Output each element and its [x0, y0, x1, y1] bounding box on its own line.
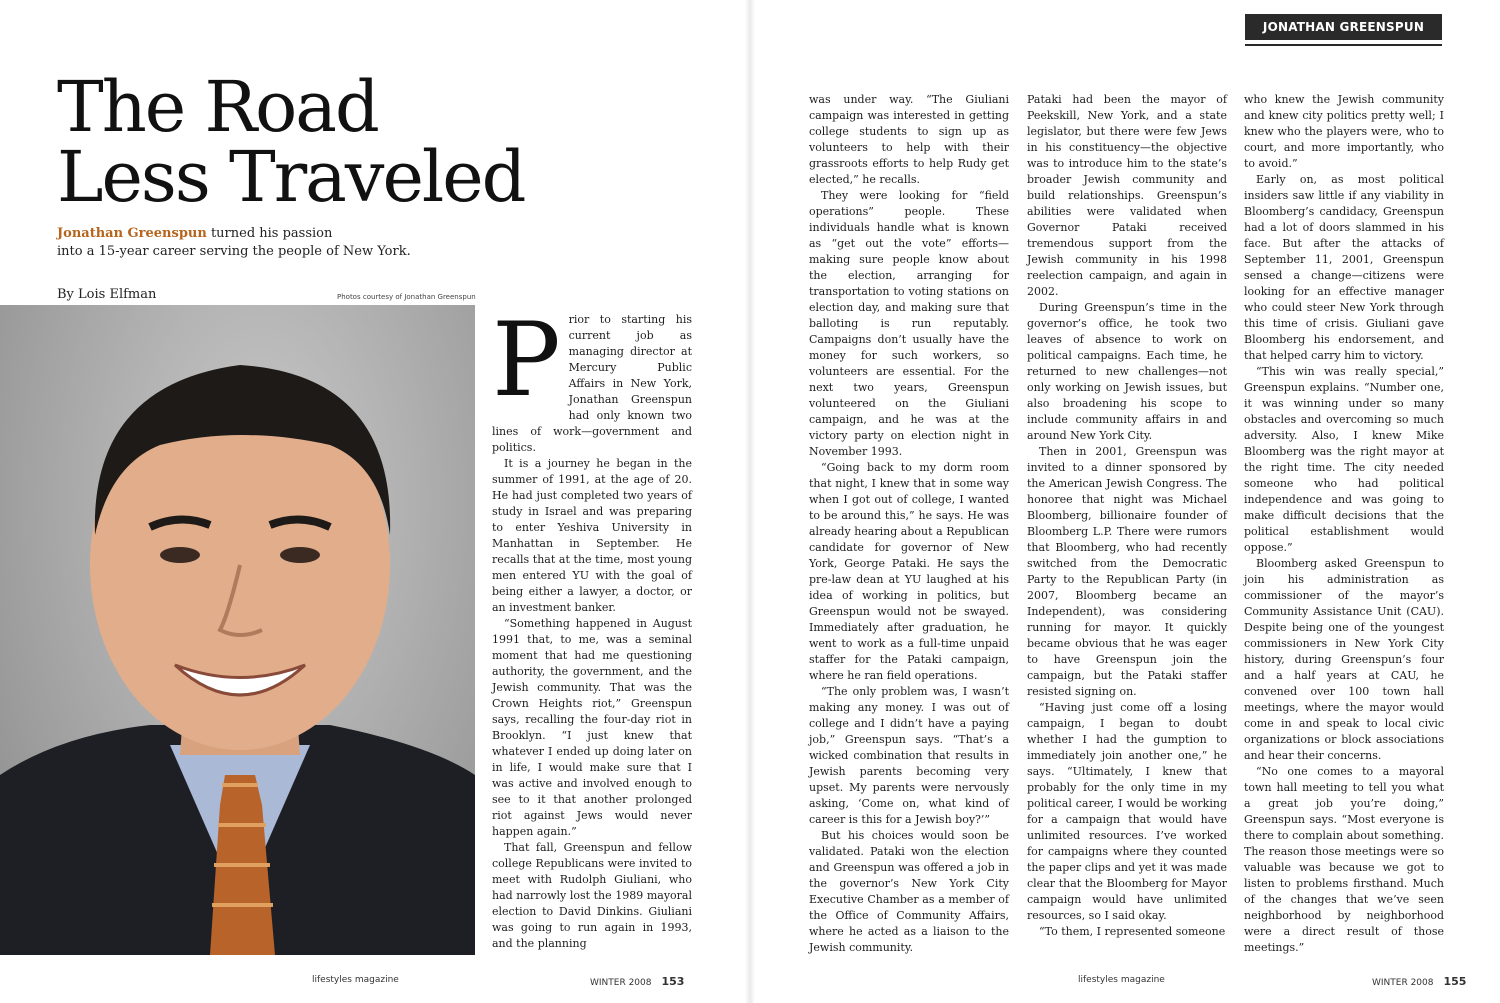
subtitle-line-2: into a 15-year career serving the people of New York.: [57, 244, 411, 259]
photo-credit: Photos courtesy of Jonathan Greenspun: [337, 293, 476, 301]
paragraph: Bloomberg asked Greenspun to join his administration as commissioner of the mayor’s Community Assistance Unit (CAU). Despite being one of the youngest commissioners in New York City history, during Greenspun’s four and a half years at CAU, he convened over 100 town hall meetings, where the mayor would come in and speak to local civic organizations or block associations and hear their concerns.: [1244, 557, 1444, 762]
subtitle-highlight: Jonathan Greenspun: [57, 226, 207, 241]
page-number-left: 153: [661, 975, 685, 988]
page-gutter: [745, 0, 755, 1003]
article-column-3: [1027, 92, 1227, 940]
paragraph: They were looking for “field operations” people. These individuals handle what is known as “get out the vote” efforts—making sure people know about the election, arranging for transportation to voting stations on election day, and making sure that balloting is run reputably. Campaigns don’t usually have the money for such workers, so volunteers are essential. For the next two years, Greenspun volunteered on the Giuliani campaign, and he was at the victory party on election night in November 1993.: [809, 189, 1009, 458]
title-line-2: Less Traveled: [57, 136, 525, 218]
paragraph: “To them, I represented someone: [1039, 925, 1226, 938]
footer-issue-left: [590, 975, 684, 988]
paragraph: rior to starting his current job as managing director at Mercury Public Affairs in New York, Jonathan Greenspun had only known two lines of work—government and politics.: [492, 313, 692, 454]
section-banner: JONATHAN GREENSPUN: [1245, 14, 1442, 40]
footer-magazine-left: lifestyles magazine: [312, 975, 399, 985]
drop-cap: P: [492, 301, 561, 420]
paragraph: Pataki had been the mayor of Peekskill, New York, and a state legislator, but there were few Jews in his constituency—the objective was to introduce him to the state’s broader Jewish community and build relationships. Greenspun’s abilities were validated when Governor Pataki received tremendous support from the Jewish community in his 1998 reelection campaign, and again in 2002.: [1027, 93, 1227, 298]
portrait-illustration: [0, 305, 475, 955]
article-column-1: [492, 301, 692, 952]
paragraph: “Going back to my dorm room that night, I knew that in some way when I got out of college, I wanted to be around this,” he says. He was already hearing about a Republican candidate for governor of New York, George Pataki. He says the pre-law dean at YU laughed at his idea of working in politics, but Greenspun would not be swayed. Immediately after graduation, he went to work as a full-time unpaid staffer for the Pataki campaign, where he ran field operations.: [809, 461, 1009, 682]
paragraph: During Greenspun’s time in the governor’s office, he took two leaves of absence to work on political campaigns. Each time, he returned to new challenges—not only working on Jewish issues, but also broadening his scope to include community affairs in and around New York City.: [1027, 301, 1227, 442]
title-line-1: The Road: [57, 66, 378, 148]
footer-issue-text: WINTER 2008: [1372, 978, 1434, 988]
page-number-right: 155: [1443, 975, 1467, 988]
paragraph: “Something happened in August 1991 that, to me, was a seminal moment that had me questioning authority, the government, and the Jewish community. That was the Crown Heights riot,” Greenspun says, recalling the four-day riot in Brooklyn. “I just knew that whatever I ended up doing later on in life, I would make sure that I was active and involved enough to see to it that another prolonged riot against Jews would never happen again.”: [492, 617, 692, 838]
article-title: [57, 66, 525, 218]
footer-issue-right: [1372, 975, 1466, 988]
footer-magazine-right: lifestyles magazine: [1078, 975, 1165, 985]
article-subtitle: [57, 225, 527, 261]
paragraph: Then in 2001, Greenspun was invited to a dinner sponsored by the American Jewish Congress. The honoree that night was Michael Bloomberg, billionaire founder of Bloomberg L.P. There were rumors that Bloomberg, who had recently switched from the Democratic Party to the Republican Party (in 2007, Bloomberg became an Independent), was considering running for mayor. It quickly became obvious that he was eager to have Greenspun join the campaign, but the Pataki staffer resisted signing on.: [1027, 445, 1227, 698]
paragraph: “Having just come off a losing campaign, I began to doubt whether I had the gumption to immediately join another one,” he says. “Ultimately, I knew that probably for the only time in my political career, I would be working for a campaign that would have unlimited resources. I’ve worked for campaigns where they counted the paper clips and yet it was made clear that the Bloomberg for Mayor campaign would have unlimited resources, so I said okay.: [1027, 701, 1227, 922]
paragraph: “This win was really special,” Greenspun explains. “Number one, it was winning under so many obstacles and overcoming so much adversity. Also, I knew Mike Bloomberg was the right mayor at the right time. The city needed someone who had political independence and was going to make difficult decisions that the political establishment would oppose.”: [1244, 365, 1444, 554]
article-column-4: [1244, 92, 1444, 956]
paragraph: But his choices would soon be validated. Pataki won the election and Greenspun was offered a job in the governor’s New York City Executive Chamber as a member of the Office of Community Affairs, where he acted as a liaison to the Jewish community.: [809, 829, 1009, 954]
portrait-photo: [0, 305, 475, 955]
paragraph: was under way. “The Giuliani campaign was interested in getting college students to sign up as volunteers to help with their grassroots efforts to help Rudy get elected,” he recalls.: [809, 93, 1009, 186]
paragraph: “No one comes to a mayoral town hall meeting to tell you what a great job you’re doing,” Greenspun says. “Most everyone is there to complain about something. The reason those meetings were so valuable was because we got to listen to problems firsthand. Much of the changes that we’ve seen neighborhood by neighborhood were a direct result of those meetings.”: [1244, 765, 1444, 954]
subtitle-line-1: turned his passion: [206, 226, 333, 241]
paragraph: “The only problem was, I wasn’t making any money. I was out of college and I didn’t have a paying job,” Greenspun says. “That’s a wicked combination that results in Jewish parents becoming very upset. My parents were nervously asking, ‘Come on, what kind of career is this for a Jewish boy?’”: [809, 685, 1009, 826]
paragraph: who knew the Jewish community and knew city politics pretty well; I knew who the players were, who to court, and more importantly, who to avoid.”: [1244, 93, 1444, 170]
paragraph: Early on, as most political insiders saw little if any viability in Bloomberg’s candidacy, Greenspun had a lot of doors slammed in his face. But after the attacks of September 11, 2001, Greenspun sensed a change—citizens were looking for an effective manager who could steer New York through this time of crisis. Giuliani gave Bloomberg his endorsement, and that helped carry him to victory.: [1244, 173, 1444, 362]
paragraph: That fall, Greenspun and fellow college Republicans were invited to meet with Rudolph Giuliani, who had narrowly lost the 1989 mayoral election to David Dinkins. Giuliani was going to run again in 1993, and the planning: [492, 841, 692, 950]
byline: By Lois Elfman: [57, 287, 157, 302]
footer-issue-text: WINTER 2008: [590, 978, 652, 988]
banner-rule: [1245, 44, 1442, 46]
article-column-2: [809, 92, 1009, 956]
paragraph: It is a journey he began in the summer of 1991, at the age of 20. He had just completed two years of study in Israel and was preparing to enter Yeshiva University in Manhattan in September. He recalls that at the time, most young men entered YU with the goal of being either a lawyer, a doctor, or an investment banker.: [492, 457, 692, 614]
